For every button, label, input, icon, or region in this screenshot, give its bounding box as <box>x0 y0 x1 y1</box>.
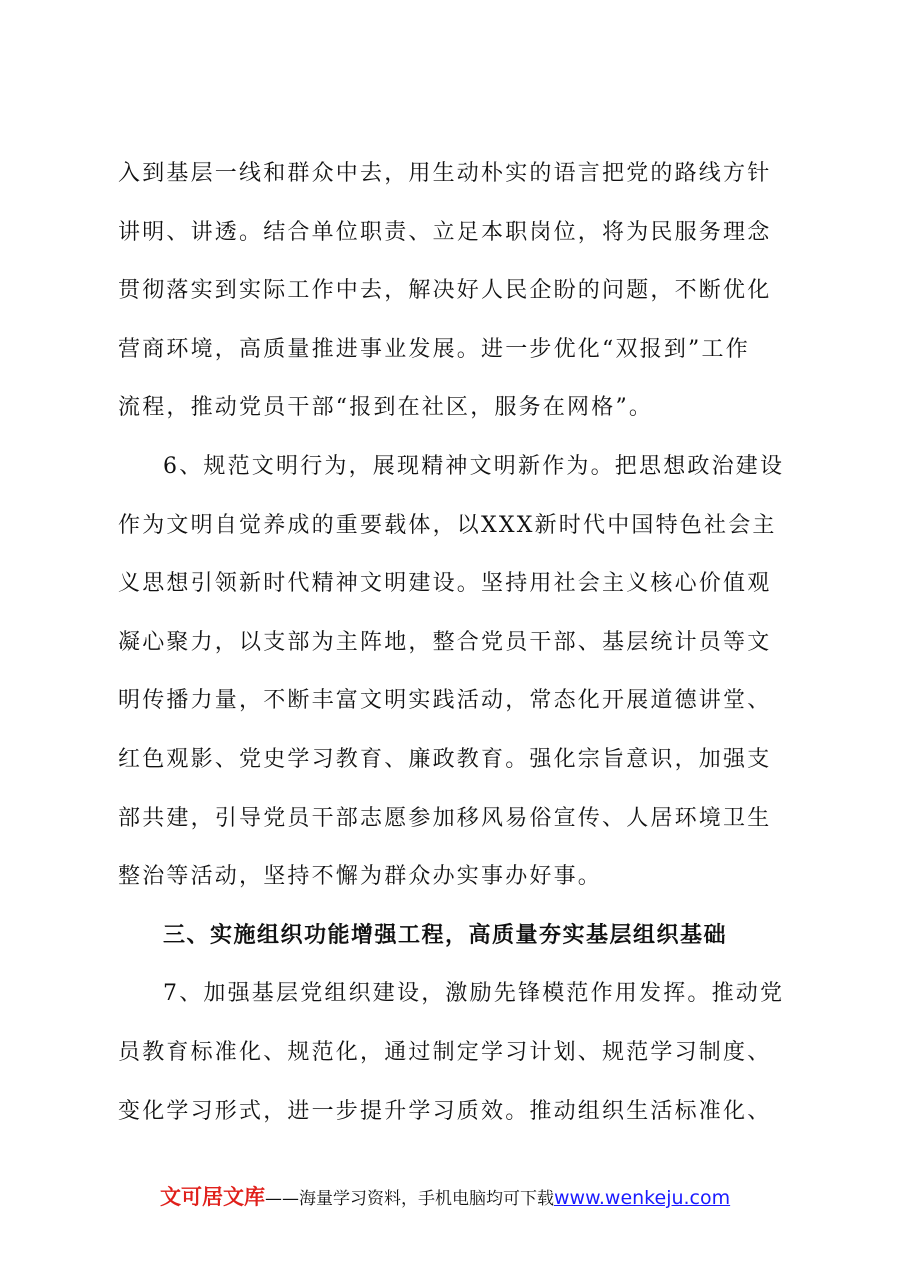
paragraph-line: 入到基层一线和群众中去，用生动朴实的语言把党的路线方针 <box>118 161 772 186</box>
paragraph-line: 部共建，引导党员干部志愿参加移风易俗宣传、人居环境卫生 <box>118 805 772 831</box>
document-body <box>118 145 798 1141</box>
paragraph-line: 6、规范文明行为，展现精神文明新作为。把思想政治建设 <box>163 453 785 479</box>
paragraph-line: 义思想引领新时代精神文明建设。坚持用社会主义核心价值观 <box>118 571 772 597</box>
paragraph-line: 员教育标准化、规范化，通过制定学习计划、规范学习制度、 <box>118 1039 772 1065</box>
paragraph-line: 贯彻落实到实际工作中去，解决好人民企盼的问题，不断优化 <box>118 278 772 304</box>
footer-tagline: ——海量学习资料，手机电脑均可下载 <box>265 1189 554 1209</box>
footer-banner <box>160 1180 730 1214</box>
paragraph-line: 7、加强基层党组织建设，激励先锋模范作用发挥。推动党 <box>163 981 785 1007</box>
paragraph-line: 变化学习形式，进一步提升学习质效。推动组织生活标准化、 <box>118 1098 772 1124</box>
paragraph-line: 红色观影、党史学习教育、廉政教育。强化宗旨意识，加强支 <box>118 746 772 772</box>
paragraph-line: 流程，推动党员干部“报到在社区，服务在网格”。 <box>118 395 654 421</box>
paragraph-line: 凝心聚力，以支部为主阵地，整合党员干部、基层统计员等文 <box>118 629 772 655</box>
paragraph-line: 作为文明自觉养成的重要载体，以XXX新时代中国特色社会主 <box>118 512 777 538</box>
footer-brand: 文可居文库 <box>160 1185 265 1209</box>
paragraph-line: 明传播力量，不断丰富文明实践活动，常态化开展道德讲堂、 <box>118 688 772 714</box>
section-heading: 三、实施组织功能增强工程，高质量夯实基层组织基础 <box>163 922 728 948</box>
paragraph-line: 讲明、讲透。结合单位职责、立足本职岗位，将为民服务理念 <box>118 219 772 245</box>
paragraph-line: 营商环境，高质量推进事业发展。进一步优化“双报到”工作 <box>118 336 750 362</box>
paragraph-line: 整治等活动，坚持不懈为群众办实事办好事。 <box>118 864 603 890</box>
footer-website-link[interactable]: www.wenkeju.com <box>554 1187 731 1209</box>
